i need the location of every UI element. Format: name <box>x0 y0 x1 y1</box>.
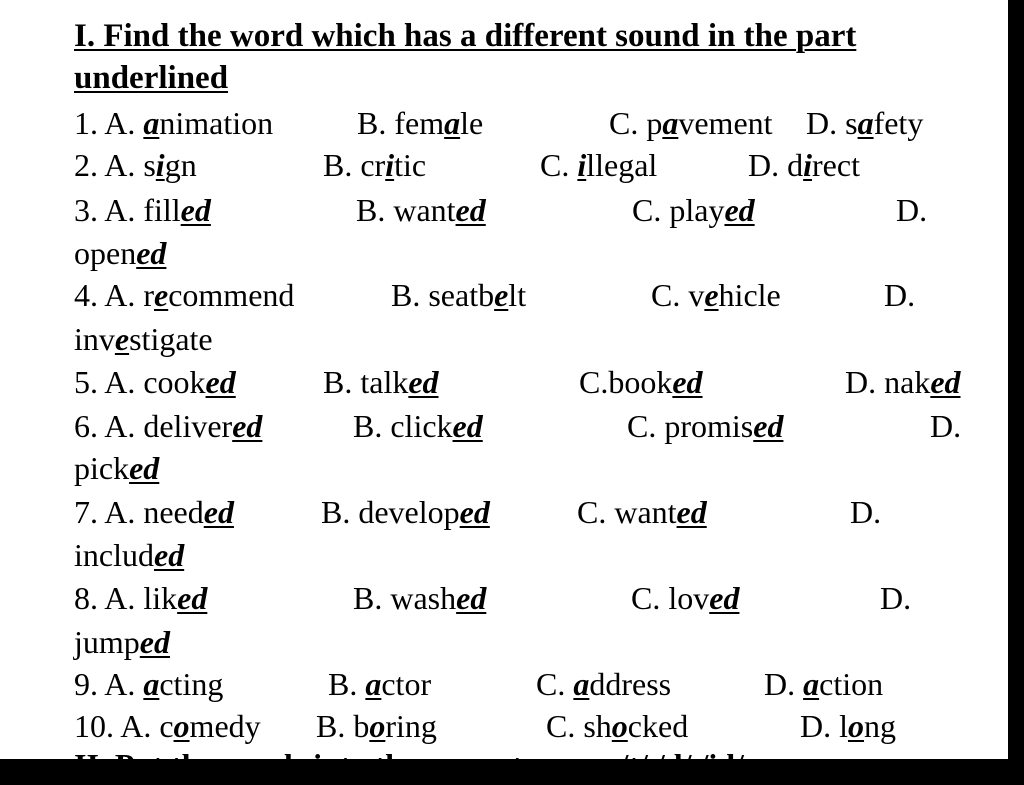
q9-option-d: D. action <box>764 666 884 702</box>
q7-option-b: B. developed <box>321 494 490 530</box>
q10-option-a: 10. A. comedy <box>74 708 261 744</box>
q3-option-c: C. played <box>632 192 755 228</box>
q7-option-d-label: D. <box>850 494 882 530</box>
next-section-heading-cut: II. Put the words into the correct group /t/ /d/ /id/ <box>74 747 744 783</box>
q8-option-d-word: jumped <box>74 624 170 660</box>
q6-option-d-word: picked <box>74 450 160 486</box>
q8-option-c: C. loved <box>631 580 740 616</box>
q1-option-c: C. pavement <box>609 105 773 141</box>
q7-option-c: C. wanted <box>577 494 707 530</box>
q3-option-d-word: opened <box>74 235 167 271</box>
q5-option-d: D. naked <box>845 364 961 400</box>
q10-option-d: D. long <box>800 708 896 744</box>
q4-option-d-label: D. <box>884 277 916 313</box>
q1-option-a: 1. A. animation <box>74 105 274 141</box>
q5-option-b: B. talked <box>323 364 439 400</box>
q8-option-a: 8. A. liked <box>74 580 208 616</box>
q7-option-a: 7. A. needed <box>74 494 234 530</box>
q6-option-d-label: D. <box>930 408 962 444</box>
q3-option-b: B. wanted <box>356 192 486 228</box>
section-heading-line-2: underlined <box>74 60 229 96</box>
q4-option-c: C. vehicle <box>651 277 781 313</box>
q10-option-c: C. shocked <box>546 708 689 744</box>
q8-option-d-label: D. <box>880 580 912 616</box>
q6-option-c: C. promised <box>627 408 784 444</box>
q7-option-d-word: included <box>74 537 185 573</box>
q5-option-c: C.booked <box>579 364 703 400</box>
q5-option-a: 5. A. cooked <box>74 364 236 400</box>
q9-option-c: C. address <box>536 666 672 702</box>
q6-option-a: 6. A. delivered <box>74 408 263 444</box>
q2-option-d: D. direct <box>748 147 860 183</box>
section-heading-line-1: I. Find the word which has a different sound in the part <box>74 18 857 54</box>
q3-option-d-label: D. <box>896 192 928 228</box>
q2-option-b: B. critic <box>323 147 427 183</box>
q4-option-d-word: investigate <box>74 321 213 357</box>
q10-option-b: B. boring <box>316 708 437 744</box>
q3-option-a: 3. A. filled <box>74 192 211 228</box>
q1-option-d: D. safety <box>806 105 924 141</box>
q2-option-a: 2. A. sign <box>74 147 197 183</box>
q9-option-b: B. actor <box>328 666 432 702</box>
q4-option-b: B. seatbelt <box>391 277 527 313</box>
q4-option-a: 4. A. recommend <box>74 277 295 313</box>
q6-option-b: B. clicked <box>353 408 483 444</box>
q1-option-b: B. female <box>357 105 484 141</box>
q9-option-a: 9. A. acting <box>74 666 224 702</box>
q8-option-b: B. washed <box>353 580 487 616</box>
q2-option-c: C. illegal <box>540 147 658 183</box>
